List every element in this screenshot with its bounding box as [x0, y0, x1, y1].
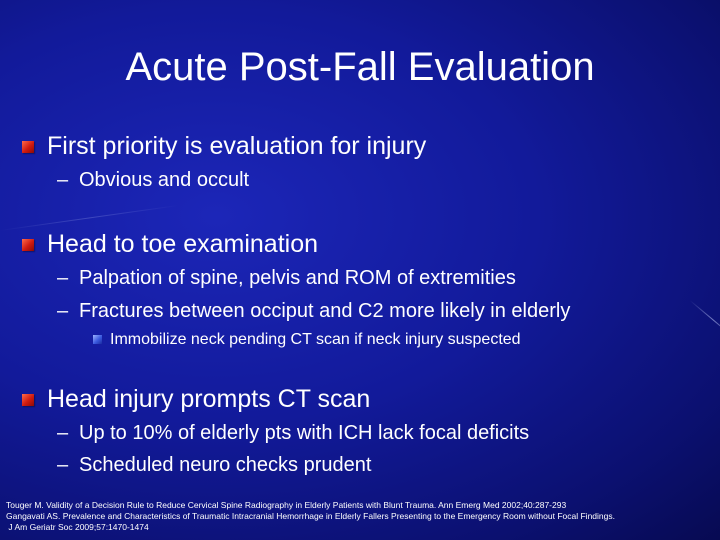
background-streak [0, 205, 178, 231]
dash-bullet-icon: – [57, 454, 69, 476]
reference-line: J Am Geriatr Soc 2009;57:1470-1474 [6, 522, 149, 532]
dash-bullet-icon: – [57, 169, 69, 191]
blue-square-bullet-icon [93, 335, 102, 344]
dash-bullet-icon: – [57, 300, 69, 322]
red-square-bullet-icon [22, 394, 34, 406]
red-square-bullet-icon [22, 239, 34, 251]
slide-title: Acute Post-Fall Evaluation [125, 45, 595, 89]
references [6, 500, 720, 533]
red-square-bullet-icon [22, 141, 34, 153]
reference-line: Touger M. Validity of a Decision Rule to Reduce Cervical Spine Radiography in Elderly Patients with Blunt Trauma. Ann Emerg Med 2002;40:287-293 [6, 500, 567, 510]
background-streak [690, 300, 720, 339]
dash-bullet-icon: – [57, 422, 69, 444]
dash-bullet-icon: – [57, 267, 69, 289]
reference-line: Gangavati AS. Prevalence and Characteristics of Traumatic Intracranial Hemorrhage in Elderly Fallers Presenting to the Emergency Room without Focal Findings. [6, 511, 615, 521]
